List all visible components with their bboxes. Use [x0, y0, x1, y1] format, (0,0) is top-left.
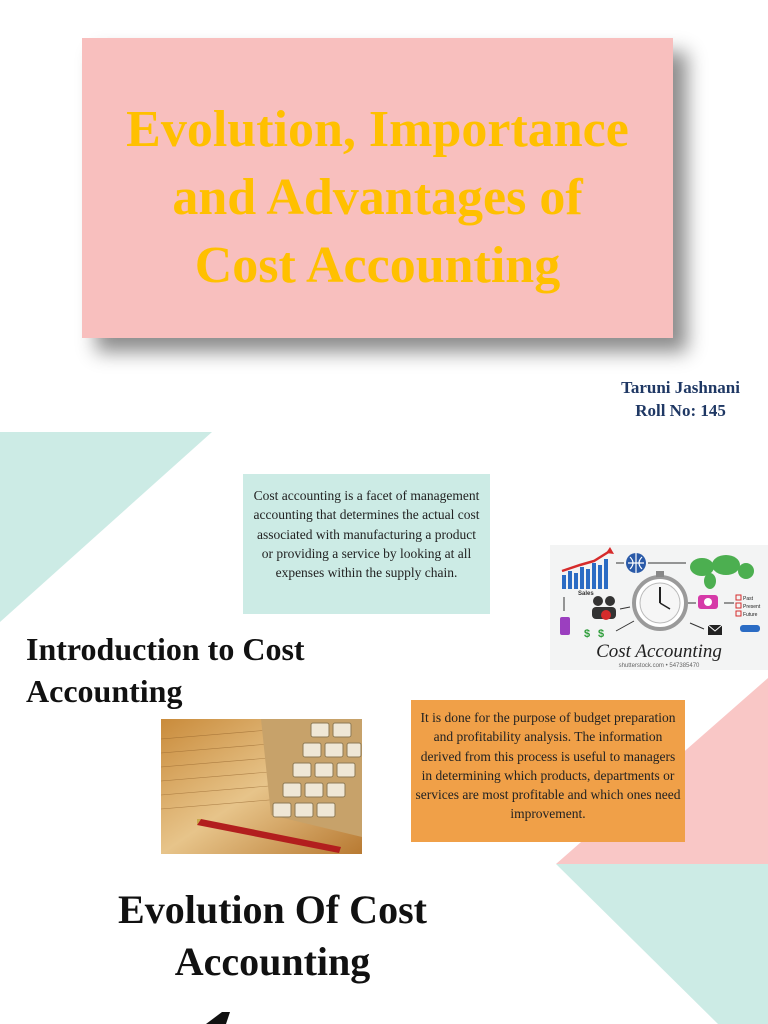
cut-off-graphic — [196, 1010, 236, 1024]
title-line-3: Cost Accounting — [194, 237, 561, 294]
svg-text:Past: Past — [743, 596, 754, 602]
calculator-photo — [161, 719, 362, 854]
calculator-photo-graphic — [161, 719, 362, 854]
purpose-box — [411, 700, 685, 842]
svg-text:Present: Present — [743, 604, 761, 610]
author-name: Taruni Jashnani — [621, 378, 740, 397]
title-line-1: Evolution, Importance — [126, 101, 629, 158]
content-slide — [0, 432, 768, 1024]
title-line-2: and Advantages of — [172, 169, 583, 226]
mint-triangle-bottom-right — [556, 864, 768, 1024]
mint-triangle-top-left — [0, 432, 212, 622]
envelope-icon — [708, 625, 722, 635]
title-box — [82, 38, 673, 338]
pill-icon — [740, 625, 760, 632]
cost-accounting-infographic — [550, 545, 768, 670]
checklist-icon — [736, 595, 761, 618]
evolution-heading — [90, 884, 455, 988]
dollar-icon: $ — [584, 628, 591, 640]
svg-text:Future: Future — [743, 612, 758, 618]
title-slide — [0, 0, 768, 432]
definition-text: Cost accounting is a facet of management accounting that determines the actual cost associated with manufacturing a product or providing a service by looking at all expenses within the supply chain. — [253, 488, 480, 581]
infographic-caption: Cost Accounting — [596, 641, 722, 662]
evolution-heading-line-2: Accounting — [174, 939, 371, 984]
sales-label: Sales — [578, 591, 594, 597]
sales-bars-icon — [562, 547, 614, 589]
intro-heading: Introduction to Cost Accounting — [26, 631, 305, 709]
author-block — [621, 376, 740, 422]
roll-number: Roll No: 145 — [635, 401, 726, 420]
slide-title — [82, 96, 673, 300]
stopwatch-icon — [634, 571, 686, 629]
stock-footer: shutterstock.com • 547385470 — [618, 663, 700, 669]
svg-text:$: $ — [598, 628, 605, 640]
definition-box — [243, 474, 490, 614]
purpose-text: It is done for the purpose of budget preparation and profitability analysis. The information derived from this process is useful to managers in determining which products, departments or services are most profitable and which ones need improvement. — [415, 710, 681, 822]
people-icon — [592, 596, 616, 620]
evolution-heading-line-1: Evolution Of Cost — [118, 887, 427, 932]
world-map-icon — [690, 555, 754, 589]
phone-icon — [560, 617, 570, 635]
